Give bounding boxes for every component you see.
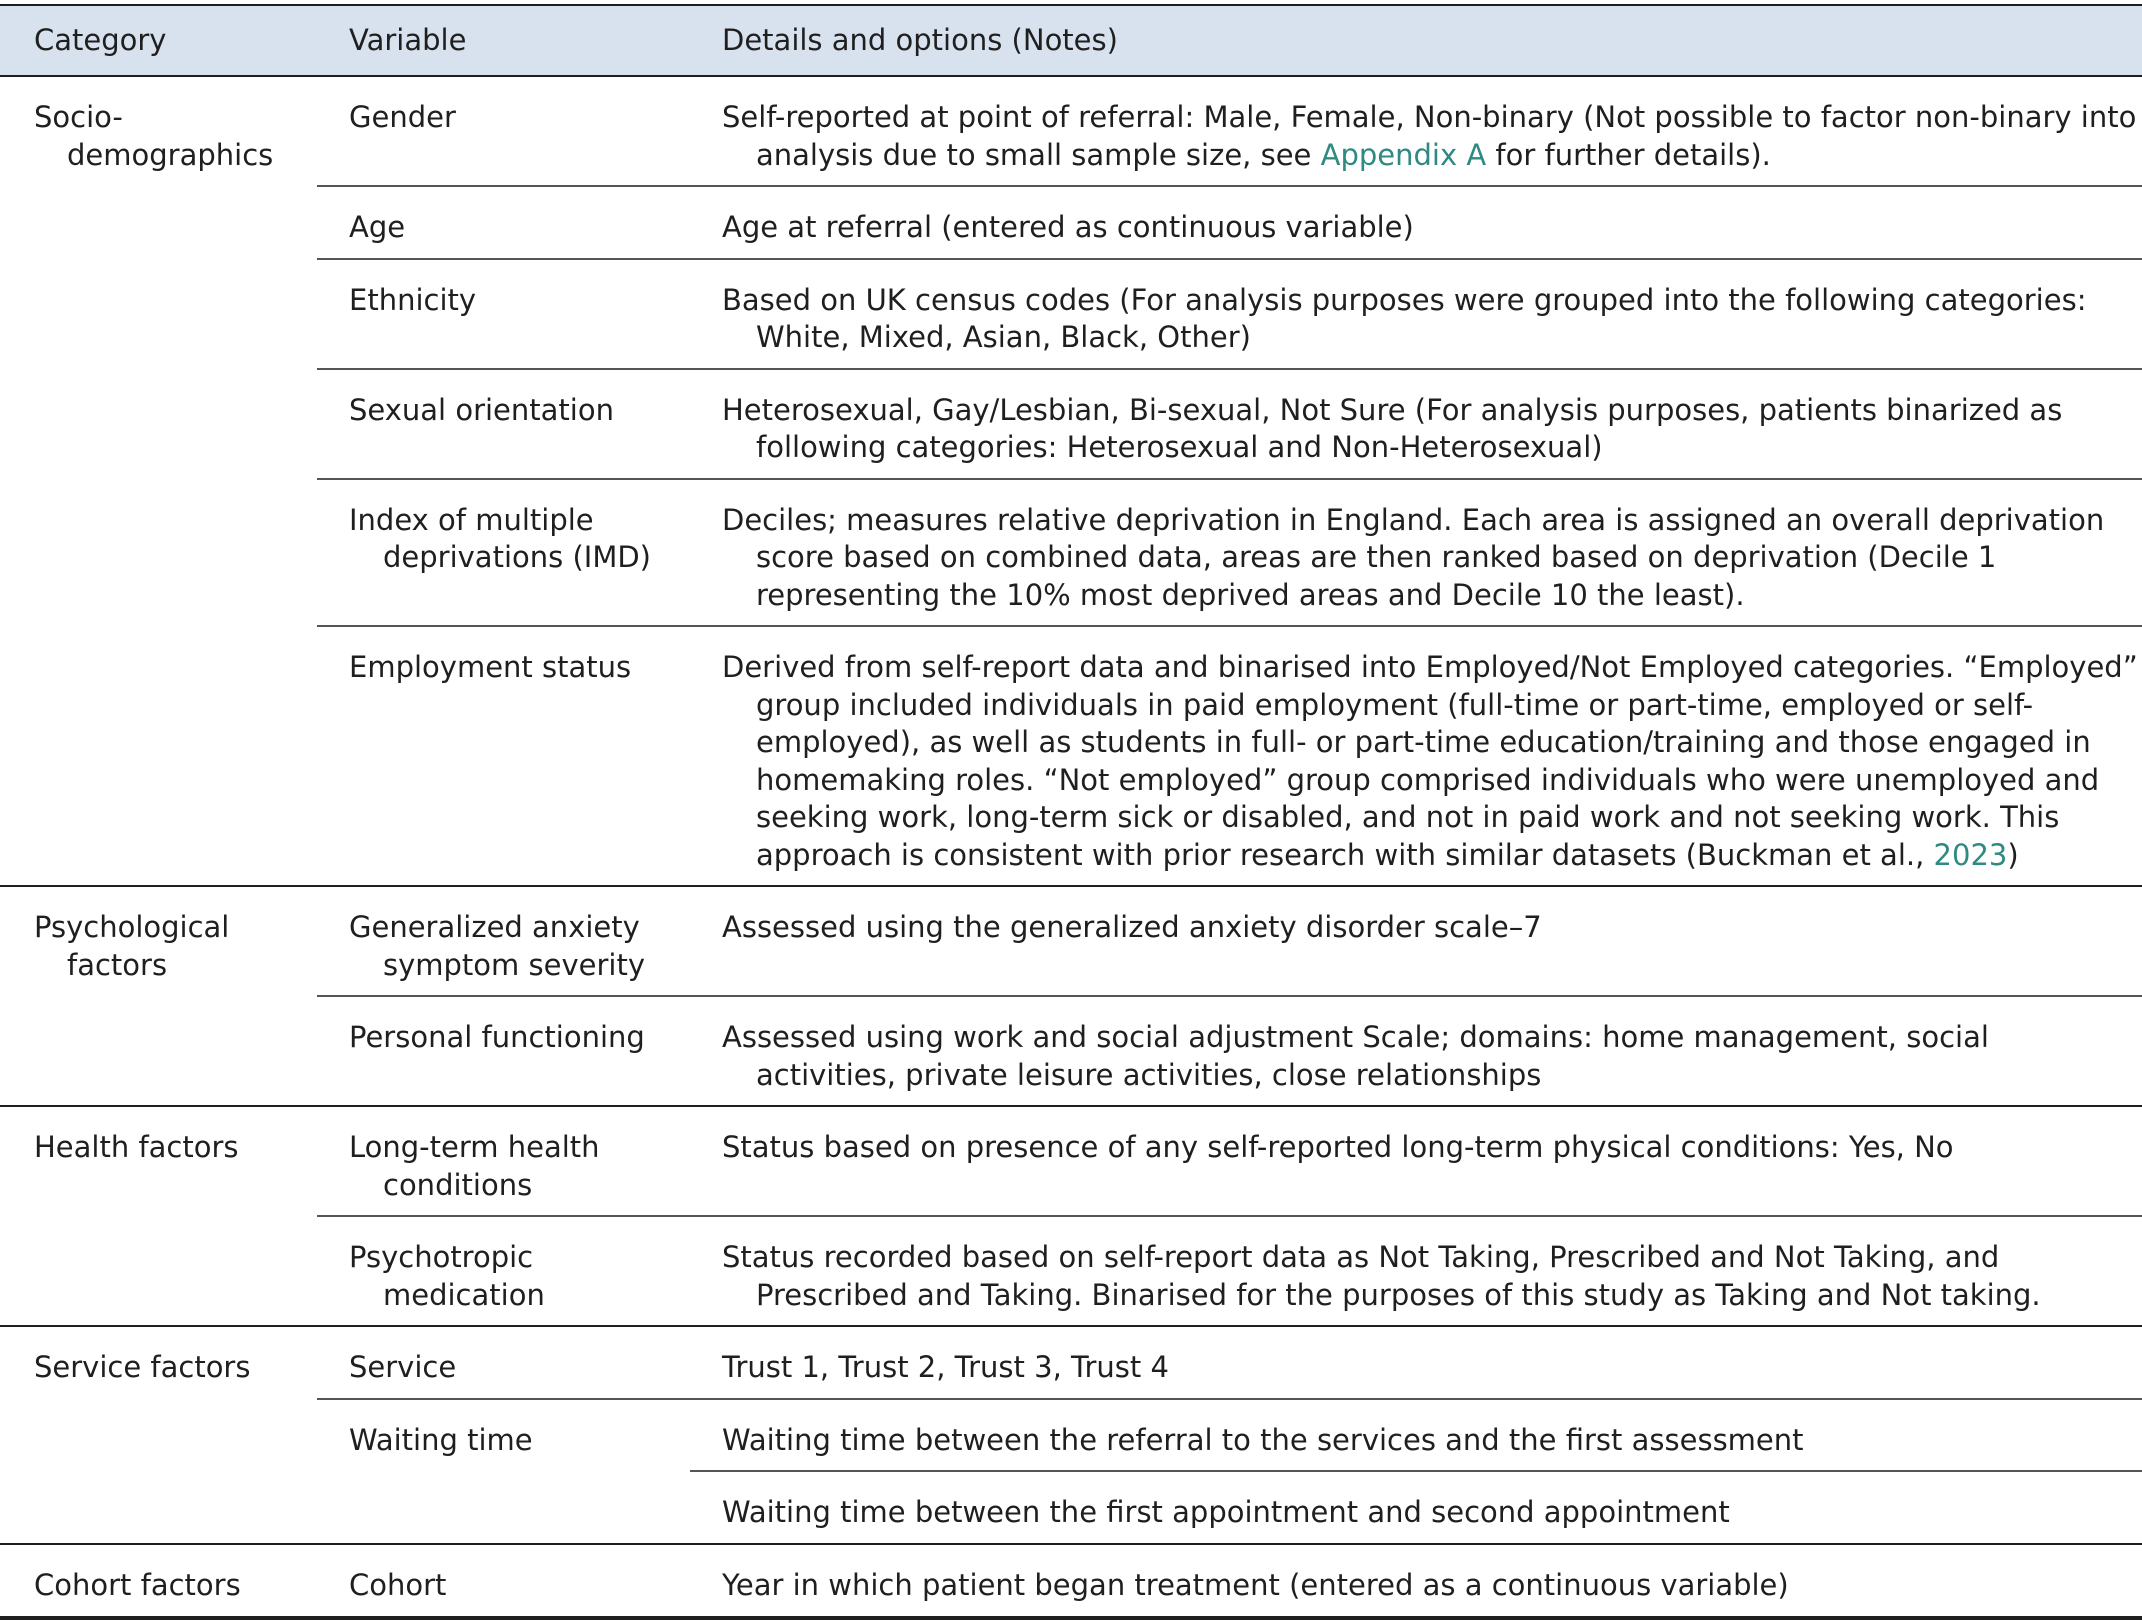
table-row <box>0 1399 2142 1472</box>
details-cell: Assessed using the generalized anxiety disorder scale–7 <box>690 886 2142 996</box>
variable-cell: Index of multiple deprivations (IMD) <box>317 479 690 627</box>
variable-cell: Service <box>317 1326 690 1399</box>
details-cell: Trust 1, Trust 2, Trust 3, Trust 4 <box>690 1326 2142 1399</box>
details-cell: Based on UK census codes (For analysis purposes were grouped into the following categories: White, Mixed, Asian, Black, Other) <box>690 259 2142 369</box>
table-row <box>0 369 2142 479</box>
header-details: Details and options (Notes) <box>690 5 2142 76</box>
details-cell: Assessed using work and social adjustment Scale; domains: home management, social activities, private leisure activities, close relationships <box>690 996 2142 1106</box>
details-cell: Waiting time between the first appointment and second appointment <box>690 1471 2142 1544</box>
table-row <box>0 186 2142 259</box>
category-cell: Psychological factors <box>0 886 317 1106</box>
variable-cell: Age <box>317 186 690 259</box>
details-cell: Waiting time between the referral to the services and the first assessment <box>690 1399 2142 1472</box>
details-cell: Deciles; measures relative deprivation in England. Each area is assigned an overall deprivation score based on combined data, areas are then ranked based on deprivation (Decile 1 representing the 10% most deprived areas and Decile 10 the least). <box>690 479 2142 627</box>
header-category: Category <box>0 5 317 76</box>
table-row <box>0 259 2142 369</box>
table-row <box>0 626 2142 886</box>
variable-cell: Employment status <box>317 626 690 886</box>
details-cell: Status recorded based on self-report data as Not Taking, Prescribed and Not Taking, and Prescribed and Taking. Binarised for the purposes of this study as Taking and Not taking. <box>690 1216 2142 1326</box>
variable-cell: Sexual orientation <box>317 369 690 479</box>
table-row <box>0 886 2142 996</box>
details-cell: Status based on presence of any self-reported long-term physical conditions: Yes, No <box>690 1106 2142 1216</box>
variable-cell: Psychotropic medication <box>317 1216 690 1326</box>
category-cell: Health factors <box>0 1106 317 1326</box>
variable-cell: Gender <box>349 100 456 134</box>
variable-cell: Long-term health conditions <box>317 1106 690 1216</box>
header-row <box>0 5 2142 76</box>
table-row <box>0 1544 2142 1619</box>
variable-cell: Waiting time <box>317 1399 690 1544</box>
appendix-link[interactable]: Appendix A <box>1320 137 1487 172</box>
category-cell: Socio-demographics <box>34 100 274 172</box>
reference-link[interactable]: 2023 <box>1933 837 2008 872</box>
details-cell: Self-reported at point of referral: Male, Female, Non-binary (Not possible to factor non-binary into analysis due to small sample size, see Appendix A for further details). <box>722 100 2137 172</box>
details-cell: Derived from self-report data and binarised into Employed/Not Employed categories. “Employed” group included individuals in paid employment (full-time or part-time, employed or self-employed), as well as students in full- or part-time education/training and those engaged in homemaking roles. “Not employed” group comprised individuals who were unemployed and seeking work, long-term sick or disabled, and not in paid work and not seeking work. This approach is consistent with prior research with similar datasets (Buckman et al., 2023) <box>690 626 2142 886</box>
table-row <box>0 1326 2142 1399</box>
table-row <box>0 76 2142 186</box>
table-row <box>0 1106 2142 1216</box>
category-cell: Service factors <box>0 1326 317 1544</box>
table-row <box>0 996 2142 1106</box>
variable-cell: Generalized anxiety symptom severity <box>317 886 690 996</box>
variable-cell: Ethnicity <box>317 259 690 369</box>
details-cell: Heterosexual, Gay/Lesbian, Bi-sexual, Not Sure (For analysis purposes, patients binarized as following categories: Heterosexual and Non-Heterosexual) <box>690 369 2142 479</box>
variable-cell: Cohort <box>317 1544 690 1619</box>
table-row <box>0 479 2142 627</box>
variable-cell: Personal functioning <box>317 996 690 1106</box>
category-cell: Cohort factors <box>0 1544 317 1619</box>
variables-table <box>0 4 2142 1620</box>
details-cell: Year in which patient began treatment (entered as a continuous variable) <box>690 1544 2142 1619</box>
header-variable: Variable <box>317 5 690 76</box>
table-row <box>0 1216 2142 1326</box>
details-cell: Age at referral (entered as continuous variable) <box>690 186 2142 259</box>
